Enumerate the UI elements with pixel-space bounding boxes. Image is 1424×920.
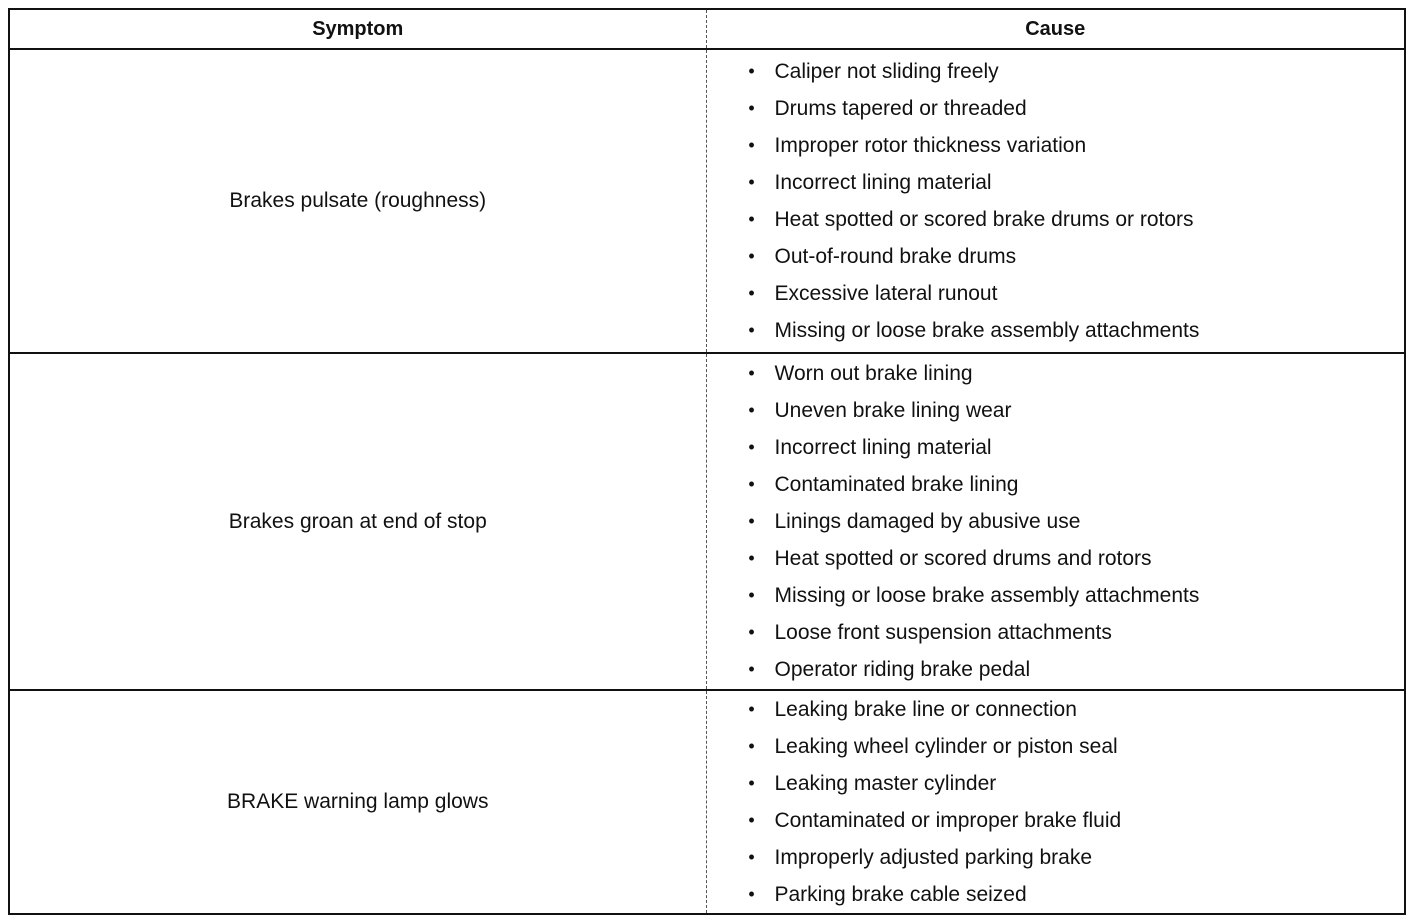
bullet-icon: •: [748, 363, 755, 383]
cause-item: [747, 238, 1405, 275]
bullet-icon: •: [748, 474, 755, 494]
cause-item: [747, 392, 1405, 429]
bullet-icon: •: [748, 884, 755, 904]
cause-item: [747, 802, 1405, 839]
cause-cell: [706, 690, 1405, 914]
cause-item: [747, 53, 1405, 90]
cause-text: Parking brake cable seized: [774, 883, 1027, 906]
table-row: [9, 49, 1405, 353]
cause-item: [747, 201, 1405, 238]
bullet-icon: •: [748, 61, 755, 81]
bullet-icon: •: [748, 847, 755, 867]
cause-text: Leaking wheel cylinder or piston seal: [774, 735, 1118, 758]
cause-item: [747, 839, 1405, 876]
cause-item: [747, 466, 1405, 503]
cause-item: [747, 577, 1405, 614]
cause-text: Linings damaged by abusive use: [774, 510, 1081, 533]
cause-cell: [706, 49, 1405, 353]
symptom-column-header: Symptom: [9, 9, 706, 49]
cause-text: Operator riding brake pedal: [774, 658, 1031, 681]
bullet-icon: •: [748, 736, 755, 756]
cause-column-header: Cause: [706, 9, 1405, 49]
table-row: [9, 353, 1405, 690]
bullet-icon: •: [748, 548, 755, 568]
symptom-cell: Brakes pulsate (roughness): [9, 49, 706, 353]
cause-item: [747, 275, 1405, 312]
cause-text: Contaminated brake lining: [774, 473, 1019, 496]
cause-text: Caliper not sliding freely: [774, 60, 999, 83]
cause-item: [747, 876, 1405, 913]
cause-text: Heat spotted or scored drums and rotors: [774, 547, 1152, 570]
table-body: [9, 49, 1405, 914]
cause-text: Leaking brake line or connection: [774, 698, 1077, 721]
bullet-icon: •: [748, 172, 755, 192]
bullet-icon: •: [748, 810, 755, 830]
cause-list: [747, 53, 1405, 349]
cause-text: Heat spotted or scored brake drums or rotors: [774, 208, 1194, 231]
bullet-icon: •: [748, 320, 755, 340]
bullet-icon: •: [748, 585, 755, 605]
bullet-icon: •: [748, 773, 755, 793]
cause-text: Loose front suspension attachments: [774, 621, 1112, 644]
cause-item: [747, 127, 1405, 164]
cause-text: Leaking master cylinder: [774, 772, 997, 795]
bullet-icon: •: [748, 622, 755, 642]
bullet-icon: •: [748, 283, 755, 303]
table-row: [9, 690, 1405, 914]
bullet-icon: •: [748, 699, 755, 719]
cause-text: Missing or loose brake assembly attachments: [774, 584, 1200, 607]
cause-item: [747, 765, 1405, 802]
cause-item: [747, 614, 1405, 651]
cause-item: [747, 651, 1405, 688]
cause-item: [747, 691, 1405, 728]
cause-text: Incorrect lining material: [774, 171, 992, 194]
cause-text: Drums tapered or threaded: [774, 97, 1027, 120]
table-header: [9, 9, 1405, 49]
cause-text: Improperly adjusted parking brake: [774, 846, 1093, 869]
bullet-icon: •: [748, 98, 755, 118]
cause-item: [747, 728, 1405, 765]
cause-text: Worn out brake lining: [774, 362, 973, 385]
cause-item: [747, 540, 1405, 577]
bullet-icon: •: [748, 511, 755, 531]
cause-item: [747, 503, 1405, 540]
bullet-icon: •: [748, 400, 755, 420]
cause-text: Incorrect lining material: [774, 436, 992, 459]
symptom-cause-table: [8, 8, 1406, 915]
header-row: [9, 9, 1405, 49]
cause-text: Out-of-round brake drums: [774, 245, 1017, 268]
bullet-icon: •: [748, 659, 755, 679]
cause-item: [747, 355, 1405, 392]
bullet-icon: •: [748, 246, 755, 266]
cause-text: Excessive lateral runout: [774, 282, 998, 305]
cause-text: Improper rotor thickness variation: [774, 134, 1087, 157]
cause-list: [747, 691, 1405, 913]
cause-item: [747, 164, 1405, 201]
diagnosis-sheet: [8, 8, 1404, 908]
bullet-icon: •: [748, 437, 755, 457]
cause-text: Missing or loose brake assembly attachments: [774, 319, 1200, 342]
cause-text: Contaminated or improper brake fluid: [774, 809, 1122, 832]
cause-item: [747, 90, 1405, 127]
cause-item: [747, 312, 1405, 349]
bullet-icon: •: [748, 135, 755, 155]
cause-item: [747, 429, 1405, 466]
cause-cell: [706, 353, 1405, 690]
cause-list: [747, 355, 1405, 688]
bullet-icon: •: [748, 209, 755, 229]
symptom-cell: BRAKE warning lamp glows: [9, 690, 706, 914]
cause-text: Uneven brake lining wear: [774, 399, 1012, 422]
symptom-cell: Brakes groan at end of stop: [9, 353, 706, 690]
